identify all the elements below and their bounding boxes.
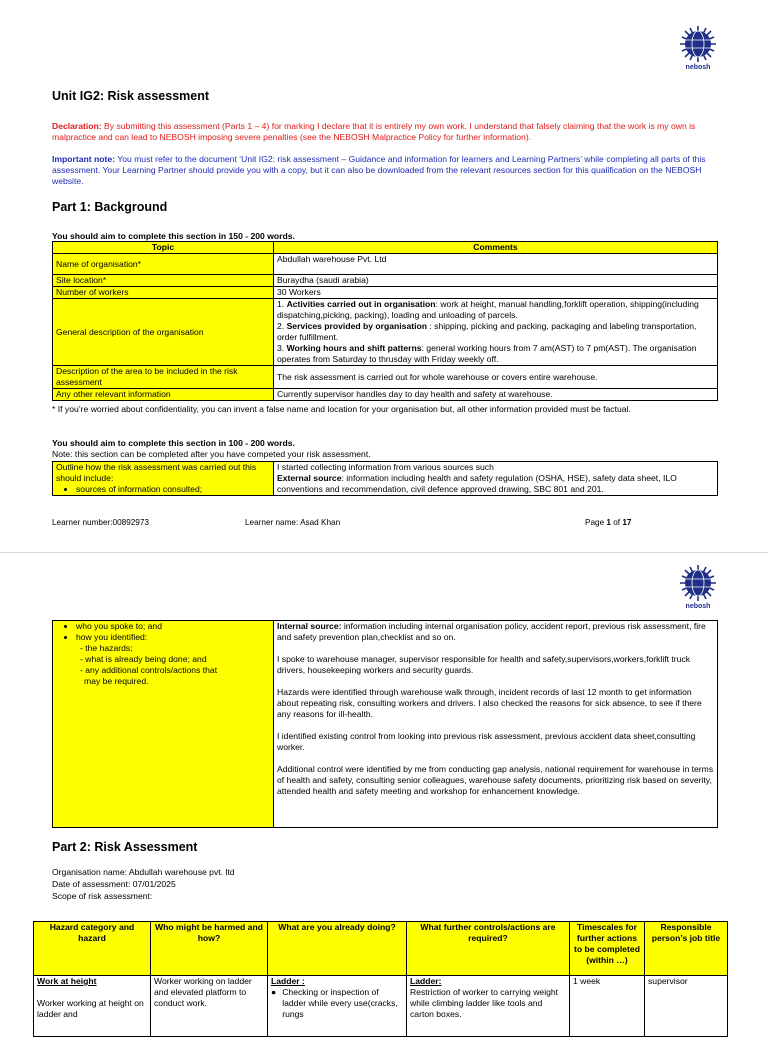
topic-cell: Number of workers [53, 287, 274, 299]
header-hazard: Hazard category and hazard [34, 922, 151, 976]
important-label: Important note: [52, 154, 116, 164]
header-responsible: Responsible person’s job title [645, 922, 728, 976]
method-table-continued [52, 620, 718, 828]
background-table [52, 241, 718, 401]
logo-text: nebosh [685, 64, 711, 71]
nebosh-logo [674, 24, 722, 86]
method-left-cell: Outline how the risk assessment was carried out this should include: • sources of information consulted; [53, 462, 274, 496]
important-note [52, 154, 722, 187]
header-doing: What are you already doing? [268, 922, 407, 976]
aim-text-2: You should aim to complete this section in 100 - 200 words. [52, 438, 295, 448]
topic-cell: General description of the organisation [53, 299, 274, 366]
header-timescale: Timescales for further actions to be completed (within …) [570, 922, 645, 976]
comment-cell: Buraydha (saudi arabia) [274, 275, 718, 287]
header-who: Who might be harmed and how? [151, 922, 268, 976]
general-description-cell: 1. Activities carried out in organisation: work at height, manual handling,forklift operation, shipping(including dispatching,picking, packing), loading and unloading of parcels. 2. Services provided by organisation : shipping, picking and packing, packaging and labeling transportation, order fulfillment. 3. Working hours and shift patterns: general working hours from 7 am(AST) to 7 pm(AST). The organisation operates from Saturday to thrusday with Friday weekly off. [274, 299, 718, 366]
page-number: Page 1 of 17 [585, 518, 632, 527]
responsible-cell: supervisor [645, 976, 728, 1037]
scope: Scope of risk assessment: [52, 891, 153, 901]
globe-icon [674, 24, 722, 64]
topic-cell: Name of organisation* [53, 254, 274, 275]
who-cell: Worker working on ladder and elevated platform to conduct work. [151, 976, 268, 1037]
topic-cell: Site location* [53, 275, 274, 287]
further-cell: Ladder: Restriction of worker to carrying weight while climbing ladder like tools and carton boxes. [407, 976, 570, 1037]
globe-icon [674, 563, 722, 603]
comment-cell: The risk assessment is carried out for whole warehouse or covers entire warehouse. [274, 366, 718, 389]
nebosh-logo [674, 563, 722, 625]
topic-cell: Any other relevant information [53, 389, 274, 401]
important-text: You must refer to the document ‘Unit IG2: risk assessment – Guidance and information for learners and Learning Partners’ while completing all parts of this assessment. Your Learning Partner should provide you with a copy, but it can also be downloaded from the relevant resources section for this qualification on the NEBOSH website. [52, 154, 706, 186]
page-separator [0, 552, 768, 553]
declaration-text: By submitting this assessment (Parts 1 – 4) for marking I declare that it is entirely my own work. I understand that falsely claiming that the work is my own is malpractice and can lead to NEBOSH imposing severe penalties (see the NEBOSH Malpractice Policy for further information). [52, 121, 696, 142]
part2-heading: Part 2: Risk Assessment [52, 840, 198, 854]
aim-text-1: You should aim to complete this section in 150 - 200 words. [52, 231, 295, 241]
header-comments: Comments [274, 242, 718, 254]
comment-cell: Abdullah warehouse Pvt. Ltd [274, 254, 718, 275]
method-left-cell: • who you spoke to; and • how you identified: - the hazards; - what is already being done; and - any additional controls/actions that may be required. [53, 621, 274, 828]
note-text: Note: this section can be completed after you have competed your risk assessment. [52, 449, 371, 459]
topic-cell: Description of the area to be included in the risk assessment [53, 366, 274, 389]
logo-text: nebosh [685, 603, 711, 610]
timescale-cell: 1 week [570, 976, 645, 1037]
method-right-cell: Internal source: information including internal organisation policy, accident report, previous risk assessment, fire and safety prevention plan,checklist and so on. I spoke to warehouse manager, supervisor responsible for health and safety,supervisors,workers,forklift truck drivers, housekeeping workers and security guards. Hazards were identified through warehouse walk through, incident records of last 12 month to get information about repeating risk, consulting workers and drivers. I also checked the reasons for sick absence, to see if there any reasons for ill-health. I identified existing control from looking into previous risk assessment, previous accident data sheet,consulting worker. Additional control were identified by me from conducting gap analysis, national requirement for warehouse in terms of health and safety, consulting senior colleagues, warehouse safety documents, prioritizing risk based on severity, attended health and safety meeting and workshop for enhancement knowledge. [274, 621, 718, 828]
header-further: What further controls/actions are required? [407, 922, 570, 976]
method-right-cell: I started collecting information from various sources such External source: information including health and safety regulation (OSHA, HSE), safety data sheet, ILO conventions and recommendation, civil defence approved drawing, SBC 801 and 201. [274, 462, 718, 496]
page-title: Unit IG2: Risk assessment [52, 89, 210, 103]
declaration-label: Declaration: [52, 121, 102, 131]
method-table [52, 461, 718, 496]
comment-cell: Currently supervisor handles day to day health and safety at warehouse. [274, 389, 718, 401]
doing-cell: Ladder : ● Checking or inspection of ladder while every use(cracks, rungs [268, 976, 407, 1037]
footnote: * If you’re worried about confidentiality, you can invent a false name and location for your organisation but, all other information provided must be factual. [52, 404, 631, 414]
assessment-date: Date of assessment: 07/01/2025 [52, 879, 176, 889]
comment-cell: 30 Workers [274, 287, 718, 299]
declaration [52, 121, 722, 143]
hazard-cell: Work at height Worker working at height on ladder and [34, 976, 151, 1037]
part1-heading: Part 1: Background [52, 200, 168, 214]
header-topic: Topic [53, 242, 274, 254]
learner-name: Learner name: Asad Khan [245, 518, 341, 527]
risk-assessment-table [33, 921, 728, 1037]
organisation-name: Organisation name: Abdullah warehouse pvt. ltd [52, 867, 235, 877]
learner-number: Learner number:00892973 [52, 518, 149, 527]
